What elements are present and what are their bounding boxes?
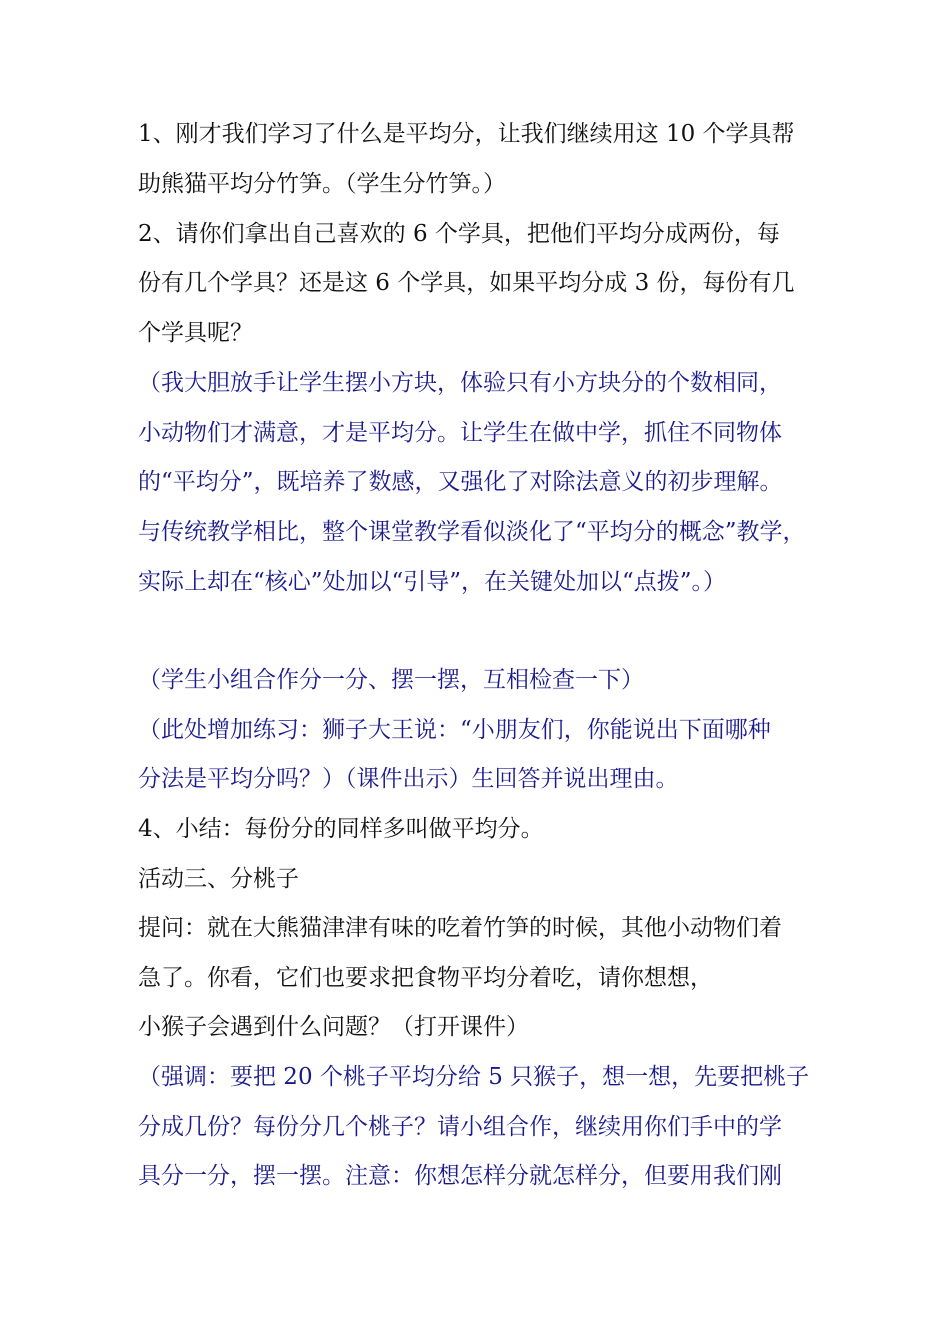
text-line: 份有几个学具？还是这 6 个学具，如果平均分成 3 份，每份有几 xyxy=(138,270,795,296)
note-line: 具分一分，摆一摆。注意：你想怎样分就怎样分，但要用我们刚 xyxy=(138,1163,782,1189)
note-line: （强调：要把 20 个桃子平均分给 5 只猴子，想一想，先要把桃子 xyxy=(138,1064,810,1090)
text-line: 小猴子会遇到什么问题？（打开课件） xyxy=(138,1014,529,1040)
note-line: （我大胆放手让学生摆小方块，体验只有小方块分的个数相同， xyxy=(138,370,782,396)
note-line: （此处增加练习：狮子大王说：“小朋友们，你能说出下面哪种 xyxy=(138,717,771,743)
text-line: 提问：就在大熊猫津津有味的吃着竹笋的时候，其他小动物们着 xyxy=(138,915,782,941)
text-line: 1、刚才我们学习了什么是平均分，让我们继续用这 10 个学具帮 xyxy=(138,121,795,147)
note-line: 的“平均分”，既培养了数感，又强化了对除法意义的初步理解。 xyxy=(138,469,783,495)
text-line: 个学具呢？ xyxy=(138,320,253,346)
text-line: 急了。你看，它们也要求把食物平均分着吃，请你想想， xyxy=(138,965,713,991)
note-line: 与传统教学相比，整个课堂教学看似淡化了“平均分的概念”教学， xyxy=(138,519,806,545)
note-line: 分成几份？每份分几个桃子？请小组合作，继续用你们手中的学 xyxy=(138,1114,782,1140)
note-line: （学生小组合作分一分、摆一摆，互相检查一下） xyxy=(138,667,644,693)
section-heading: 活动三、分桃子 xyxy=(138,866,299,892)
text-line: 2、请你们拿出自己喜欢的 6 个学具，把他们平均分成两份，每 xyxy=(138,221,780,247)
note-line: 分法是平均分吗？）（课件出示）生回答并说出理由。 xyxy=(138,766,679,792)
note-line: 实际上却在“核心”处加以“引导”，在关键处加以“点拨”。） xyxy=(138,569,727,595)
text-line: 4、小结：每份分的同样多叫做平均分。 xyxy=(138,816,544,842)
note-line: 小动物们才满意，才是平均分。让学生在做中学，抓住不同物体 xyxy=(138,420,782,446)
text-line: 助熊猫平均分竹笋。（学生分竹笋。） xyxy=(138,171,506,197)
